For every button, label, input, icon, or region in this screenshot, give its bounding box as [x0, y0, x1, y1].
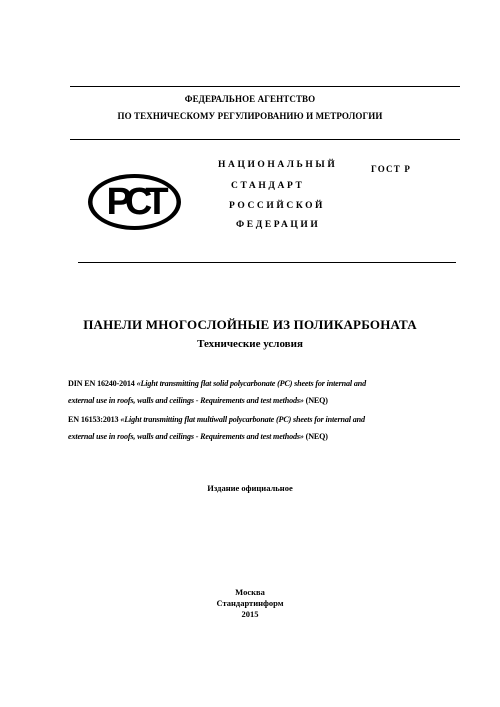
- reference-1-suffix: (NEQ): [305, 396, 328, 405]
- reference-2-line-2: [68, 428, 448, 445]
- reference-2-text-1: «Light transmitting flat multiwall polycarbonate (PC) sheets for internal and: [120, 415, 365, 424]
- agency-line-1: ФЕДЕРАЛЬНОЕ АГЕНТСТВО: [184, 94, 316, 104]
- standard-code: ГОСТ Р: [371, 164, 412, 174]
- standard-line-4: ФЕДЕРАЦИИ: [236, 220, 321, 230]
- reference-1-code: DIN EN 16240-2014: [68, 379, 135, 388]
- header-bottom-rule: [78, 262, 456, 263]
- standard-line-3: РОССИЙСКОЙ: [229, 201, 326, 211]
- document-subtitle: Технические условия: [197, 338, 303, 350]
- reference-1-text-1: «Light transmitting flat solid polycarbonate (PC) sheets for internal and: [136, 379, 366, 388]
- reference-1: [68, 375, 448, 409]
- reference-2-line-1: [68, 411, 448, 428]
- reference-1-line-2: [68, 392, 448, 409]
- reference-1-line-1: [68, 375, 448, 392]
- top-rule: [70, 86, 460, 87]
- reference-2-code: EN 16153:2013: [68, 415, 119, 424]
- document-title: ПАНЕЛИ МНОГОСЛОЙНЫЕ ИЗ ПОЛИКАРБОНАТА: [83, 317, 417, 332]
- reference-2-suffix: (NEQ): [305, 432, 328, 441]
- standard-line-1: НАЦИОНАЛЬНЫЙ: [218, 160, 338, 170]
- reference-2-text-2: external use in roofs, walls and ceilings - Requirements and test methods»: [68, 432, 304, 441]
- agency-line-2: ПО ТЕХНИЧЕСКОМУ РЕГУЛИРОВАНИЮ И МЕТРОЛОГИИ: [117, 111, 383, 121]
- footer-year: 2015: [241, 609, 259, 619]
- reference-1-text-2: external use in roofs, walls and ceilings - Requirements and test methods»: [68, 396, 304, 405]
- footer-city: Москва: [235, 587, 265, 597]
- agency-rule: [70, 139, 460, 140]
- edition-label: Издание официальное: [207, 483, 293, 493]
- footer-publisher: Стандартинформ: [216, 598, 284, 608]
- standard-line-2: СТАНДАРТ: [231, 181, 305, 191]
- svg-text:РСТ: РСТ: [106, 181, 163, 223]
- rst-logo-icon: [86, 172, 183, 232]
- reference-2: [68, 411, 448, 445]
